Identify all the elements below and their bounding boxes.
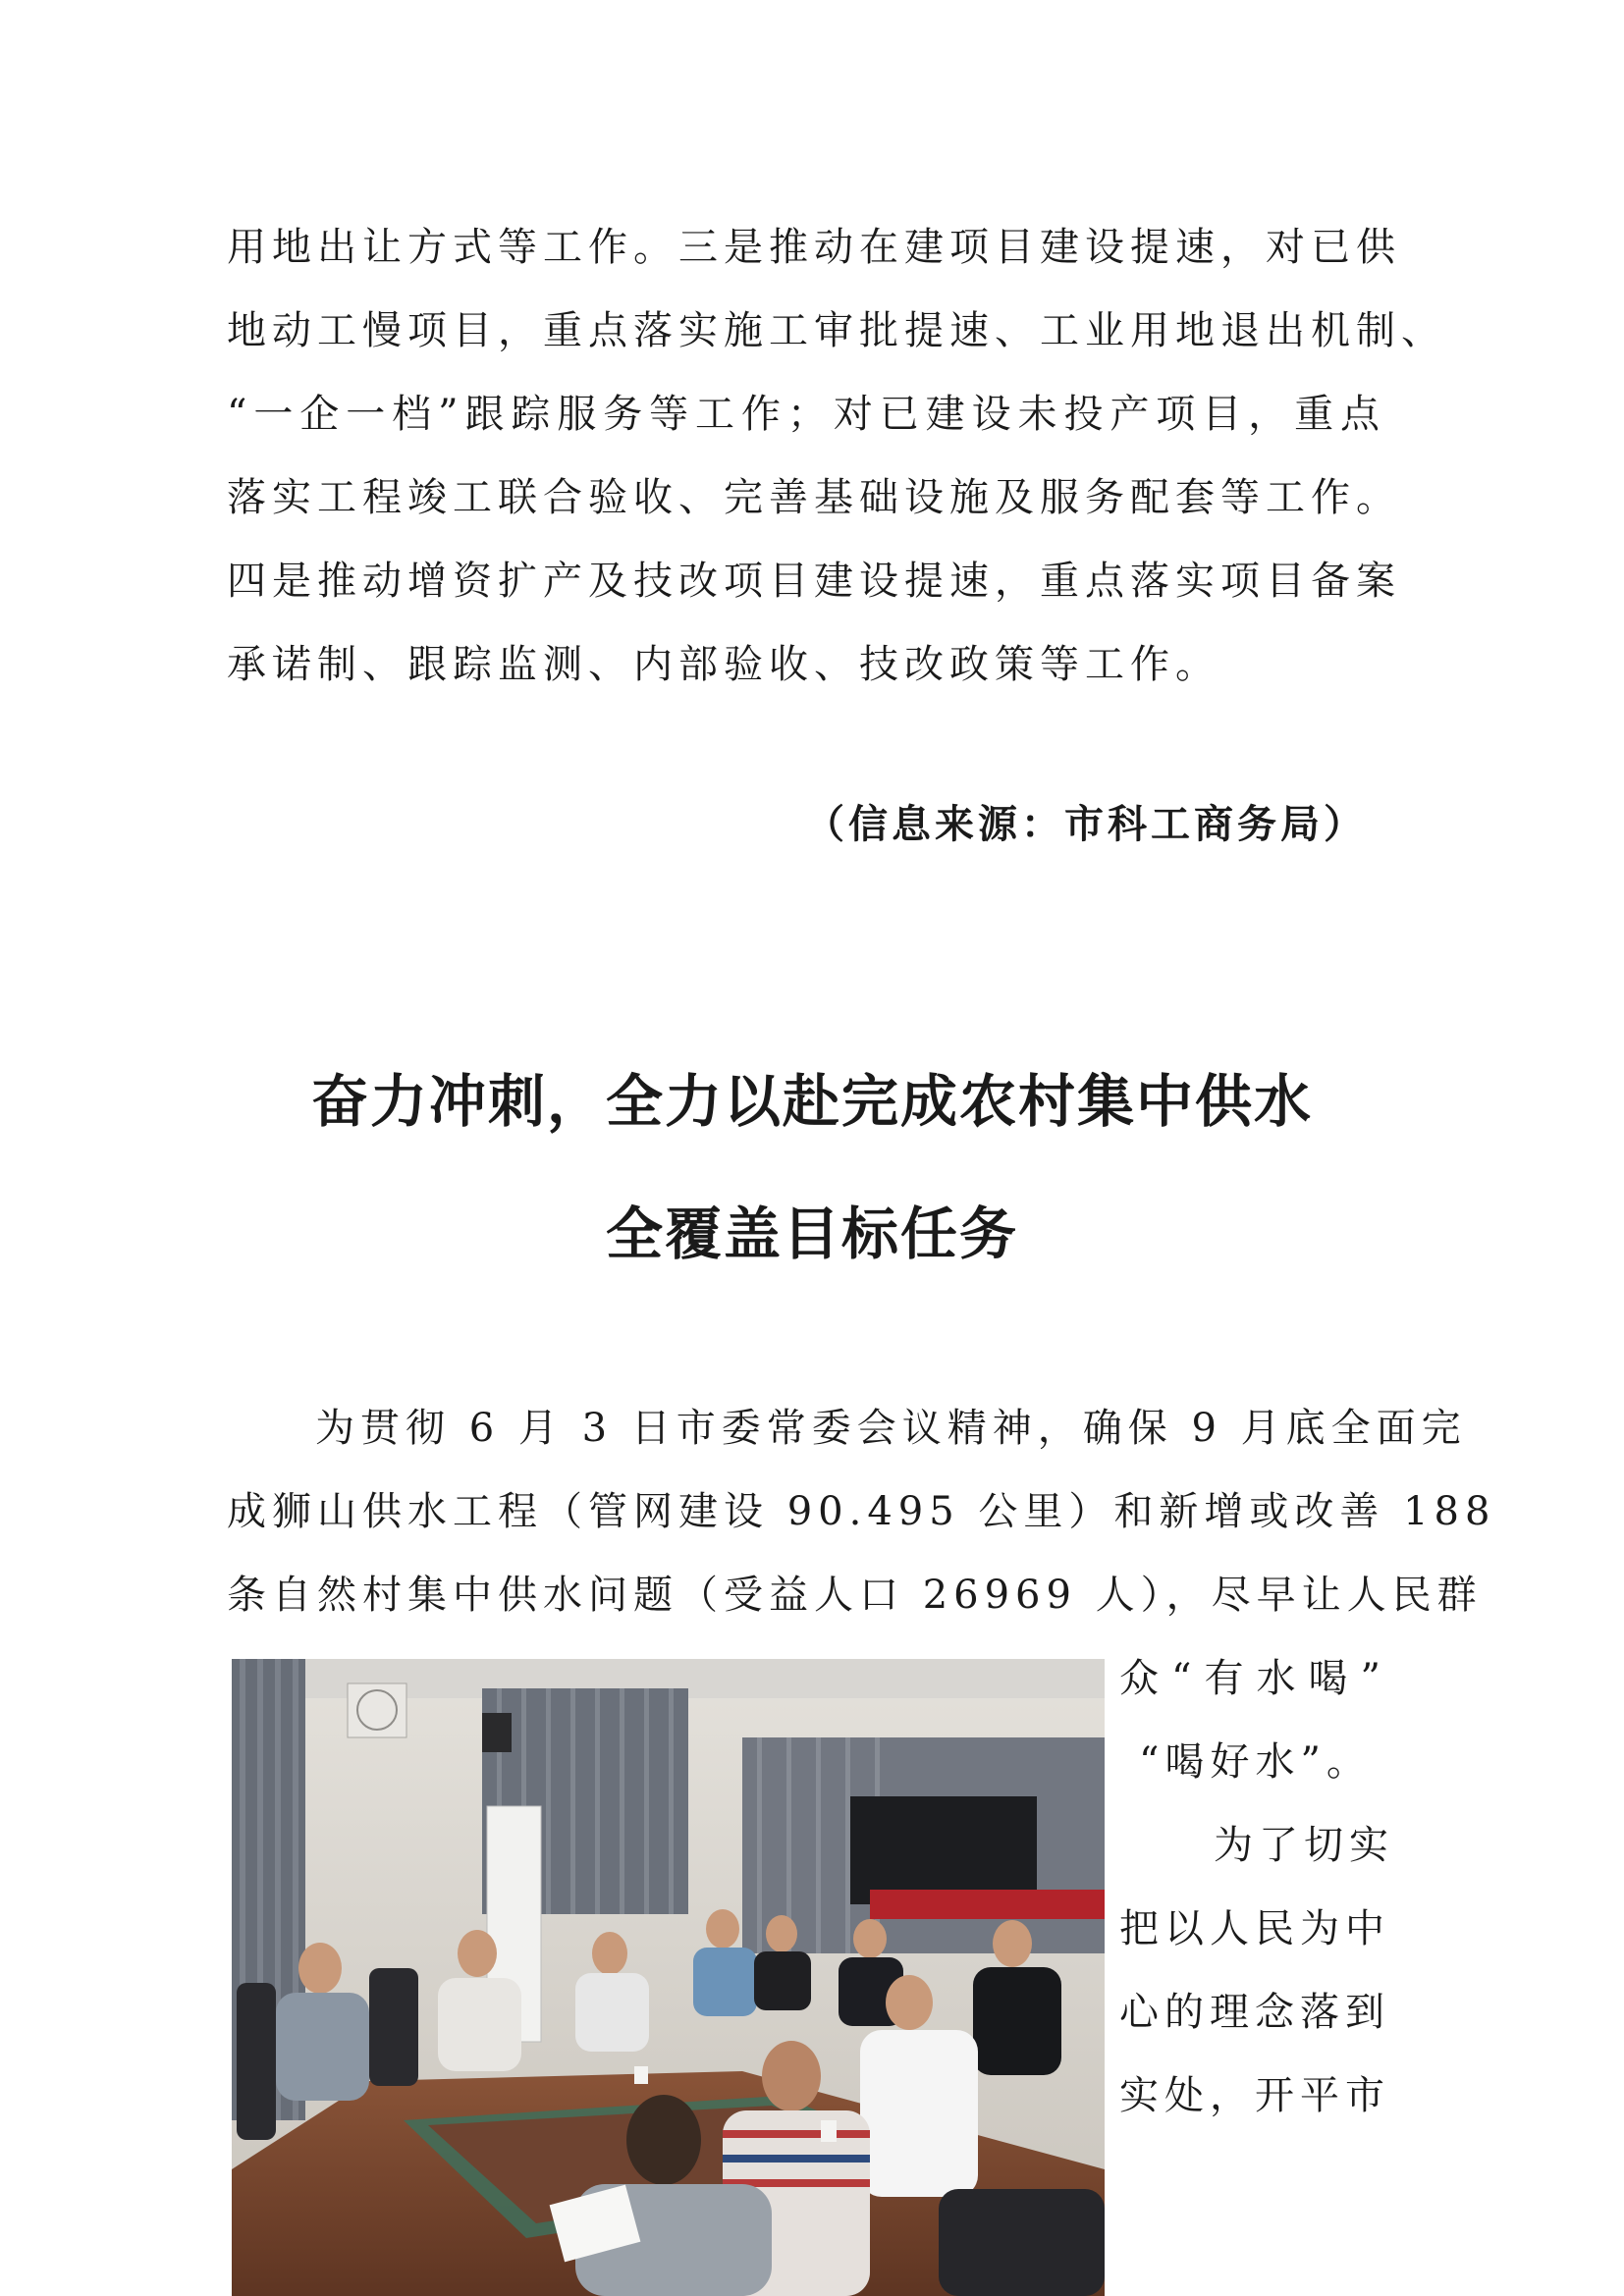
meeting-photo xyxy=(232,1659,1105,2296)
side-line-2: “喝好水”。 xyxy=(1139,1739,1372,1785)
meeting-scene-illustration xyxy=(232,1659,1105,2296)
side-line-1: 众“有水喝” xyxy=(1119,1656,1386,1701)
speaker xyxy=(482,1713,512,1752)
article1-line-4: 落实工程竣工联合验收、完善基础设施及服务配套等工作。 xyxy=(227,475,1401,520)
tv-screen xyxy=(850,1796,1037,1904)
article2-line-1: 为贯彻 6 月 3 日市委常委会议精神，确保 9 月底全面完 xyxy=(315,1406,1467,1451)
article2-line-2: 成狮山供水工程（管网建设 90.495 公里）和新增或改善 188 xyxy=(227,1489,1496,1534)
article1-line-1: 用地出让方式等工作。三是推动在建项目建设提速，对已供 xyxy=(227,225,1401,270)
article2-title-line-1: 奋力冲刺，全力以赴完成农村集中供水 xyxy=(310,1068,1313,1135)
article1-line-6: 承诺制、跟踪监测、内部验收、技改政策等工作。 xyxy=(227,642,1220,687)
side-line-3: 为了切实 xyxy=(1214,1823,1394,1868)
article1-line-3: “一企一档”跟踪服务等工作；对已建设未投产项目，重点 xyxy=(227,392,1385,437)
article1-line-2: 地动工慢项目，重点落实施工审批提速、工业用地退出机制、 xyxy=(227,308,1446,353)
side-line-4: 把以人民为中 xyxy=(1119,1906,1390,1951)
side-line-5: 心的理念落到 xyxy=(1119,1990,1390,2035)
article1-line-5: 四是推动增资扩产及技改项目建设提速，重点落实项目备案 xyxy=(227,559,1401,604)
red-banner xyxy=(870,1890,1105,1919)
article2-title-line-2: 全覆盖目标任务 xyxy=(605,1201,1018,1267)
article2-line-3: 条自然村集中供水问题（受益人口 26969 人），尽早让人民群 xyxy=(227,1573,1483,1618)
info-source: （信息来源：市科工商务局） xyxy=(805,802,1367,847)
side-line-6: 实处，开平市 xyxy=(1119,2073,1390,2118)
